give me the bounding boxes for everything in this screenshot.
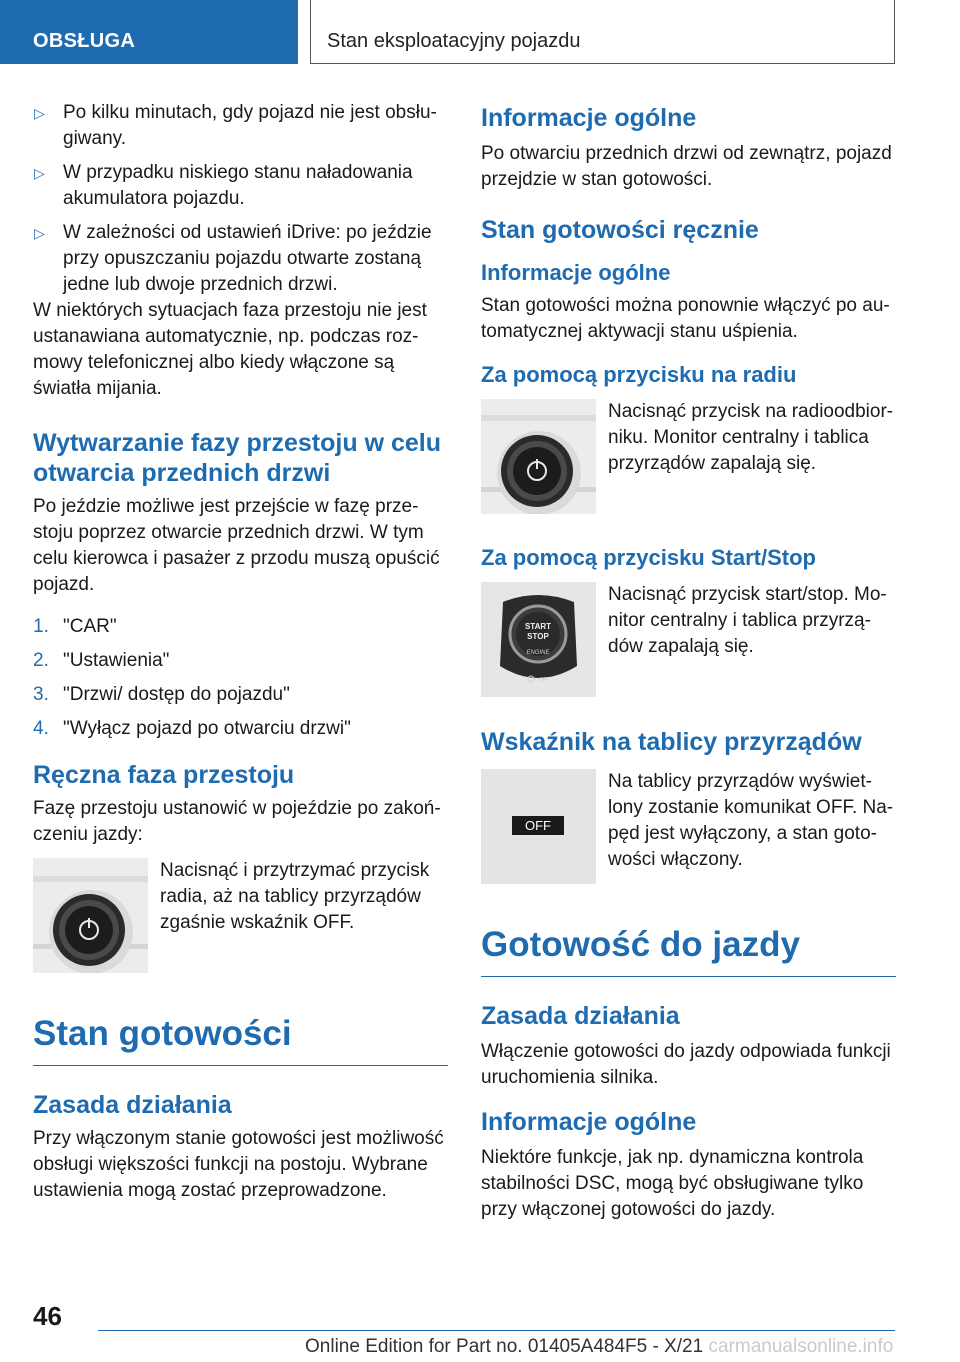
start-stop-button-image xyxy=(481,582,596,697)
heading-stan-gotowosci: Stan gotowości xyxy=(33,1013,448,1066)
paragraph: Po otwarciu przednich drzwi od zewnątrz, pojazd przejdzie w stan gotowości. xyxy=(481,143,892,190)
image-text-row xyxy=(33,858,448,973)
section-tab: OBSŁUGA xyxy=(0,0,298,64)
image-caption: Nacisnąć przycisk na radioodbior-niku. Monitor centralny i tablica przyrządów zapalają się. xyxy=(608,401,894,474)
paragraph: Włączenie gotowości do jazdy odpowiada funkcji uruchomienia silnika. xyxy=(481,1041,891,1088)
numbered-list xyxy=(33,614,448,742)
image-caption: Nacisnąć i przytrzymać przycisk radia, aż na tablicy przyrządów zgaśnie wskaźnik OFF. xyxy=(160,860,430,933)
heading-reczna-faza: Ręczna faza przestoju xyxy=(33,761,295,789)
triangle-bullet-icon: ▷ xyxy=(34,165,45,181)
list-item: 3. "Drzwi/ dostęp do pojazdu" xyxy=(33,684,290,705)
heading-stan-recznie: Stan gotowości ręcznie xyxy=(481,216,759,244)
paragraph: Przy włączonym stanie gotowości jest możliwość obsługi większości funkcji na postoju. Wybrane ustawienia mogą zostać przeprowadzone. xyxy=(33,1128,444,1201)
heading-zasada: Zasada działania xyxy=(481,1002,680,1030)
heading-informacje: Informacje ogólne xyxy=(481,104,697,132)
heading-wytwarzanie: Wytwarzanie fazy przestoju w celu otwarcia przednich drzwi xyxy=(33,429,441,487)
bullet-item: ▷ W zależności od ustawień iDrive: po jeździe przy opuszczaniu pojazdu otwarte zostaną jedne lub dwoje przednich drzwi. xyxy=(34,222,432,295)
heading-informacje: Informacje ogólne xyxy=(481,1108,697,1136)
image-text-row xyxy=(481,399,896,514)
subheading-start-stop: Za pomocą przycisku Start/Stop xyxy=(481,545,816,570)
off-indicator-label: OFF xyxy=(525,818,551,833)
paragraph: Fazę przestoju ustanowić w pojeździe po zakoń-czeniu jazdy: xyxy=(33,798,441,845)
image-caption: Na tablicy przyrządów wyświet-lony zostanie komunikat OFF. Na-pęd jest wyłączony, a stan goto-wości włączony. xyxy=(608,771,894,870)
off-indicator-image xyxy=(481,769,596,884)
paragraph: Po jeździe możliwe jest przejście w fazę prze-stoju poprzez otwarcie przednich drzwi. W tym celu kierowca i pasażer z przodu muszą opuścić pojazd. xyxy=(33,496,440,595)
off-small-label: OFF xyxy=(539,677,549,683)
bullet-item: ▷ W przypadku niskiego stanu naładowania akumulatora pojazdu. xyxy=(34,162,413,209)
radio-power-knob-image xyxy=(33,858,148,973)
subheading-informacje: Informacje ogólne xyxy=(481,260,671,285)
paragraph: W niektórych sytuacjach faza przestoju nie jest ustanawiana automatycznie, np. podczas roz-mowy telefonicznej albo kiedy włączone są światła mijania. xyxy=(33,300,427,399)
page-number: 46 xyxy=(33,1301,62,1331)
bullet-item: ▷ Po kilku minutach, gdy pojazd nie jest obsłu-giwany. xyxy=(34,102,437,149)
list-item: 4. "Wyłącz pojazd po otwarciu drzwi" xyxy=(33,718,351,739)
triangle-bullet-icon: ▷ xyxy=(34,105,45,121)
start-label: START xyxy=(524,622,552,631)
subheading-radio: Za pomocą przycisku na radiu xyxy=(481,362,797,387)
page-header-title: Stan eksploatacyjny pojazdu xyxy=(310,0,895,64)
list-item: 2. "Ustawienia" xyxy=(33,650,170,671)
image-caption: Nacisnąć przycisk start/stop. Mo-nitor centralny i tablica przyrzą-dów zapalają się. xyxy=(608,584,887,657)
heading-zasada: Zasada działania xyxy=(33,1091,232,1119)
radio-power-knob-image xyxy=(481,399,596,514)
paragraph: Stan gotowości można ponownie włączyć po au-tomatycznej aktywacji stanu uśpienia. xyxy=(481,295,890,342)
heading-gotowosc: Gotowość do jazdy xyxy=(481,924,896,977)
stop-label: STOP xyxy=(527,632,549,641)
footer-edition: Online Edition for Part no. 01405A484F5 - X/21 carmanualsonline.info xyxy=(305,1336,894,1357)
triangle-bullet-icon: ▷ xyxy=(34,225,45,241)
right-column xyxy=(481,103,896,1223)
footer-divider xyxy=(98,1330,895,1331)
left-column xyxy=(33,100,448,1204)
footer-watermark: carmanualsonline.info xyxy=(708,1336,894,1357)
heading-wskaznik: Wskaźnik na tablicy przyrządów xyxy=(481,728,862,756)
paragraph: Niektóre funkcje, jak np. dynamiczna kontrola stabilności DSC, mogą być obsługiwane tylko przy włączonej gotowości do jazdy. xyxy=(481,1147,864,1220)
image-text-row xyxy=(481,769,896,884)
engine-label: ENGINE xyxy=(526,650,550,656)
list-item: 1. "CAR" xyxy=(33,616,117,637)
image-text-row xyxy=(481,582,896,697)
